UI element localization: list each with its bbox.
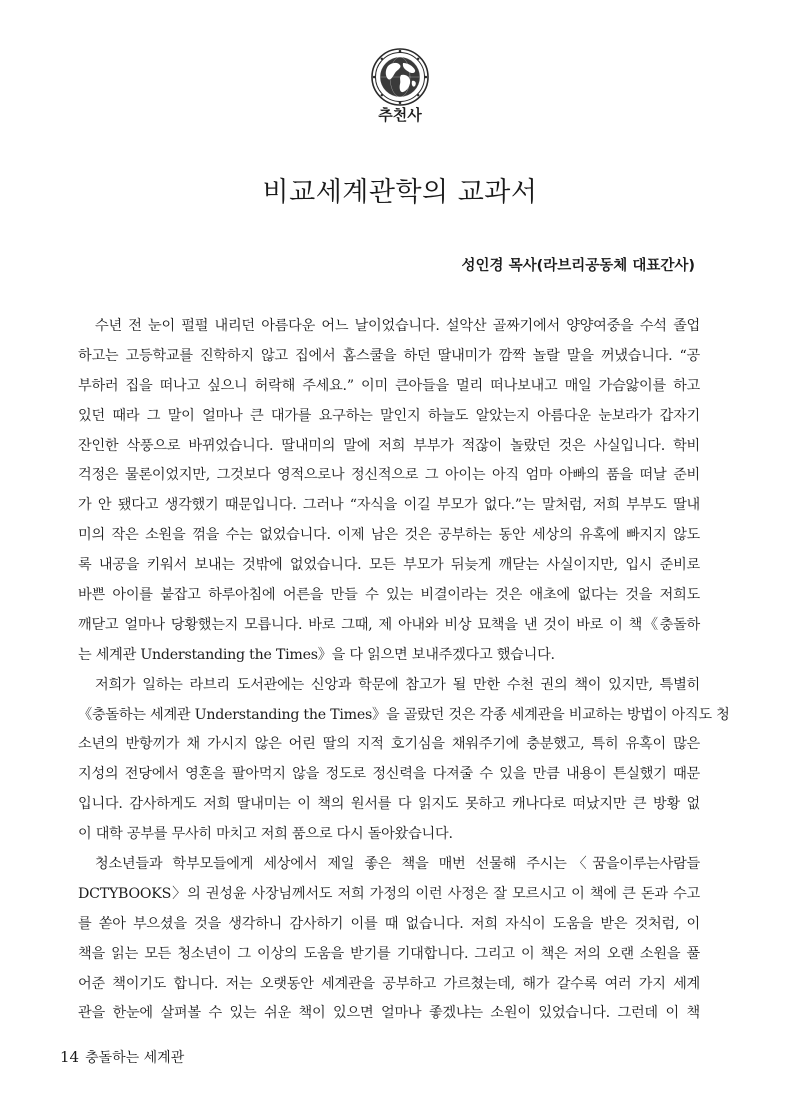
section-label: 추천사 <box>378 106 422 124</box>
text-line: 《충돌하는 세계관 Understanding the Times》을 골랐던 것은 각종 세계관을 비교하는 방법이 아직도 청 <box>78 706 730 723</box>
text-line: 저희가 일하는 라브리 도서관에는 신앙과 학문에 참고가 될 만한 수천 권의 책이 있지만, 특별히 <box>95 676 700 693</box>
text-line: 책을 읽는 모든 청소년이 그 이상의 도움을 받기를 기대합니다. 그리고 이 책은 저의 오랜 소원을 풀 <box>78 945 700 962</box>
body-text <box>78 312 730 1029</box>
text-line: 있던 때라 그 말이 얼마나 큰 대가를 요구하는 말인지 하늘도 알았는지 아름다운 눈보라가 갑자기 <box>78 407 700 424</box>
text-line: 바쁜 아이를 붙잡고 하루아침에 어른을 만들 수 있는 비결이라는 것은 애초에 없다는 것을 저희도 <box>78 587 700 604</box>
text-line: 깨닫고 얼마나 당황했는지 모릅니다. 바로 그때, 제 아내와 비상 묘책을 낸 것이 바로 이 책《충돌하 <box>78 616 700 633</box>
text-line: 지성의 전당에서 영혼을 팔아먹지 않을 정도로 정신력을 다져줄 수 있을 만큼 내용이 튼실했기 때문 <box>78 766 700 783</box>
author-byline: 성인경 목사(라브리공동체 대표간사) <box>461 258 695 274</box>
text-line: 를 쏟아 부으셨을 것을 생각하니 감사하기 이를 때 없습니다. 저희 자식이 도움을 받은 것처럼, 이 <box>78 915 700 932</box>
page-footer <box>60 1047 184 1067</box>
text-line: 수년 전 눈이 펄펄 내리던 아름다운 어느 날이었습니다. 설악산 골짜기에서 양양여중을 수석 졸업 <box>95 318 700 334</box>
text-line: DCTYBOOKS〉의 권성윤 사장님께서도 저희 가정의 이런 사정은 잘 모르시고 이 책에 큰 돈과 수고 <box>78 885 700 902</box>
text-line: 잔인한 삭풍으로 바뀌었습니다. 딸내미의 말에 저희 부부가 적잖이 놀랐던 것은 사실입니다. 학비 <box>78 437 700 454</box>
text-line: 입니다. 감사하게도 저희 딸내미는 이 책의 원서를 다 읽지도 못하고 캐나다로 떠났지만 큰 방황 없 <box>78 796 700 813</box>
text-line: 미의 작은 소원을 꺾을 수는 없었습니다. 이제 남은 것은 공부하는 동안 세상의 유혹에 빠지지 않도 <box>78 527 700 544</box>
page-title: 비교세계관학의 교과서 <box>262 177 538 208</box>
text-line: 는 세계관 Understanding the Times》을 다 읽으면 보내주겠다고 했습니다. <box>78 646 555 663</box>
text-line: 록 내공을 키워서 보내는 것밖에 없었습니다. 모든 부모가 뒤늦게 깨닫는 사실이지만, 입시 준비로 <box>78 557 700 574</box>
running-title: 충돌하는 세계관 <box>85 1050 185 1066</box>
text-line: 소년의 반항끼가 채 가시지 않은 어린 딸의 지적 호기심을 채워주기에 충분했고, 특히 유혹이 많은 <box>78 736 700 753</box>
text-line: 부하러 집을 떠나고 싶으니 허락해 주세요.” 이미 큰아들을 멀리 떠나보내고 매일 가슴앓이를 하고 <box>78 377 700 394</box>
text-line: 어준 책이기도 합니다. 저는 오랫동안 세계관을 공부하고 가르쳤는데, 해가 갈수록 여러 가지 세계 <box>78 975 700 992</box>
text-line: 관을 한눈에 살펴볼 수 있는 쉬운 책이 있으면 얼마나 좋겠냐는 소원이 있었습니다. 그런데 이 책 <box>78 1005 700 1022</box>
text-line: 걱정은 물론이었지만, 그것보다 영적으로나 정신적으로 그 아이는 아직 엄마 아빠의 품을 떠날 준비 <box>78 467 700 484</box>
text-line: 하고는 고등학교를 진학하지 않고 집에서 홈스쿨을 하던 딸내미가 깜짝 놀랄 말을 꺼냈습니다. “공 <box>78 347 700 364</box>
text-line: 이 대학 공부를 무사히 마치고 저희 품으로 다시 돌아왔습니다. <box>78 826 453 843</box>
text-line: 가 안 됐다고 생각했기 때문입니다. 그러나 “자식을 이길 부모가 없다.”는 말처럼, 저희 부부도 딸내 <box>78 497 700 514</box>
page-number: 14 <box>60 1048 80 1066</box>
text-line: 청소년들과 학부모들에게 세상에서 제일 좋은 책을 매번 선물해 주시는〈꿈을이루는사람들 <box>95 856 700 873</box>
globe-emblem-icon <box>371 48 429 106</box>
